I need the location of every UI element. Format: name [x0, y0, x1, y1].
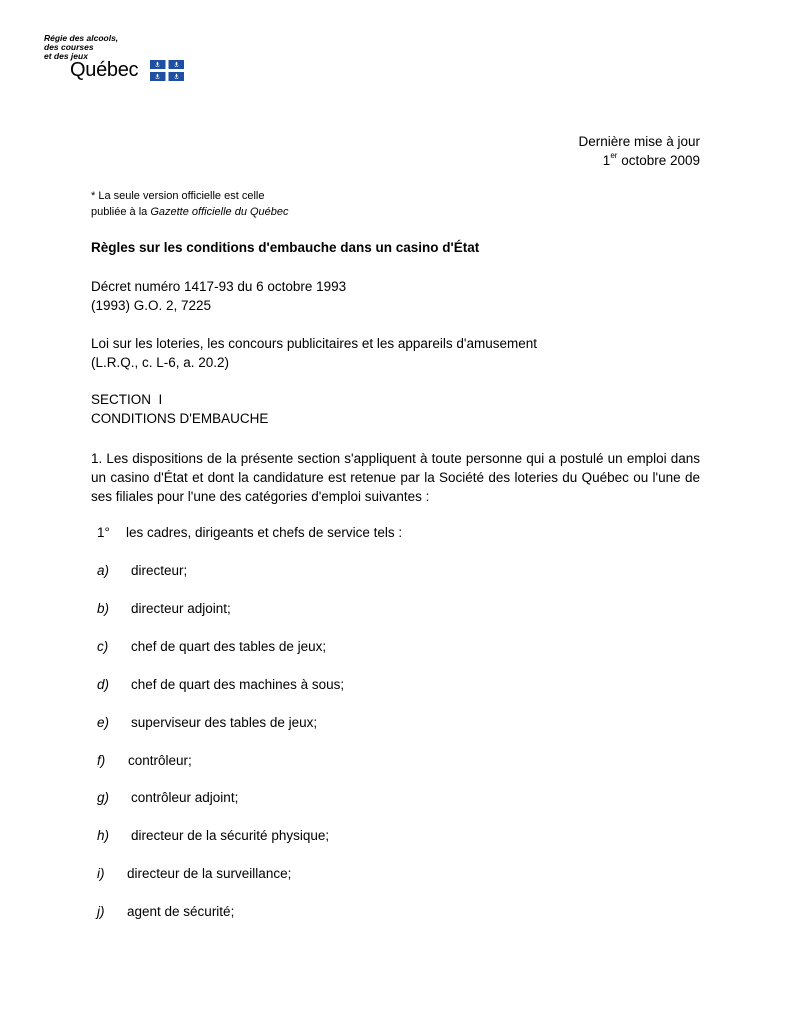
official-gazette-name: Gazette officielle du Québec	[150, 206, 289, 218]
list-item-label: h)	[97, 828, 110, 843]
list-item-text: directeur adjoint;	[131, 601, 231, 616]
decree-line-1: Décret numéro 1417-93 du 6 octobre 1993	[91, 279, 347, 294]
list-item-text: superviseur des tables de jeux;	[131, 715, 318, 730]
logo-org-line-3: et des jeux	[44, 51, 88, 61]
law-line-2: (L.R.Q., c. L-6, a. 20.2)	[91, 355, 230, 370]
list-item-text: directeur;	[131, 563, 188, 578]
category-1	[97, 525, 402, 540]
official-note-line-1: * La seule version officielle est celle	[91, 190, 265, 202]
list-item-label: e)	[97, 715, 110, 730]
list-item-label: i)	[97, 866, 105, 881]
list-item-label: a)	[97, 563, 110, 578]
category-1-number: 1°	[97, 525, 110, 540]
list-item-text: agent de sécurité;	[127, 904, 235, 919]
list-item-text: chef de quart des tables de jeux;	[131, 639, 327, 654]
article-1-paragraph: 1. Les dispositions de la présente section s'appliquent à toute personne qui a postulé un emploi dans un casino d'État et dont la candidature est retenue par la Société des loteries du Québec ou l'une de ses filiales pour l'une des catégories d'emploi suivantes :	[91, 451, 700, 504]
list-item	[97, 904, 234, 919]
last-update-day: 1	[602, 153, 611, 168]
official-note-line-2	[91, 206, 289, 218]
category-1-text: les cadres, dirigeants et chefs de service tels :	[126, 525, 403, 540]
list-item	[97, 753, 192, 768]
list-item-label: f)	[97, 753, 106, 768]
last-update-date	[603, 153, 700, 168]
section-heading: CONDITIONS D'EMBAUCHE	[91, 411, 269, 426]
list-item	[97, 715, 317, 730]
quebec-logo	[44, 34, 194, 84]
quebec-flag-icon	[150, 60, 184, 81]
list-item-text: chef de quart des machines à sous;	[131, 677, 345, 692]
list-item-label: c)	[97, 639, 109, 654]
last-update-day-suffix: er	[610, 151, 618, 160]
list-item	[97, 828, 329, 843]
list-item	[97, 677, 344, 692]
list-item-text: contrôleur adjoint;	[131, 790, 239, 805]
list-item-text: contrôleur;	[128, 753, 192, 768]
logo-org-line-1: Régie des alcools,	[44, 33, 119, 43]
list-item-label: j)	[97, 904, 105, 919]
logo-org-line-2: des courses	[44, 42, 94, 52]
list-item-text: directeur de la surveillance;	[127, 866, 292, 881]
official-note-prefix: publiée à la	[91, 206, 151, 218]
list-item	[97, 639, 326, 654]
document-title: Règles sur les conditions d'embauche dans un casino d'État	[91, 240, 480, 255]
list-item	[97, 866, 291, 881]
list-item	[97, 790, 238, 805]
section-number: SECTION I	[91, 392, 163, 407]
last-update-date-rest: octobre 2009	[617, 153, 700, 168]
list-item-text: directeur de la sécurité physique;	[131, 828, 330, 843]
list-item-label: g)	[97, 790, 110, 805]
list-item-label: b)	[97, 601, 110, 616]
decree-line-2: (1993) G.O. 2, 7225	[91, 298, 212, 313]
logo-wordmark: Québec	[70, 59, 139, 81]
list-item	[97, 601, 231, 616]
list-item-label: d)	[97, 677, 110, 692]
list-item	[97, 563, 187, 578]
logo-organization	[44, 34, 118, 61]
law-line-1: Loi sur les loteries, les concours publicitaires et les appareils d'amusement	[91, 336, 538, 351]
last-update-label: Dernière mise à jour	[578, 134, 700, 149]
